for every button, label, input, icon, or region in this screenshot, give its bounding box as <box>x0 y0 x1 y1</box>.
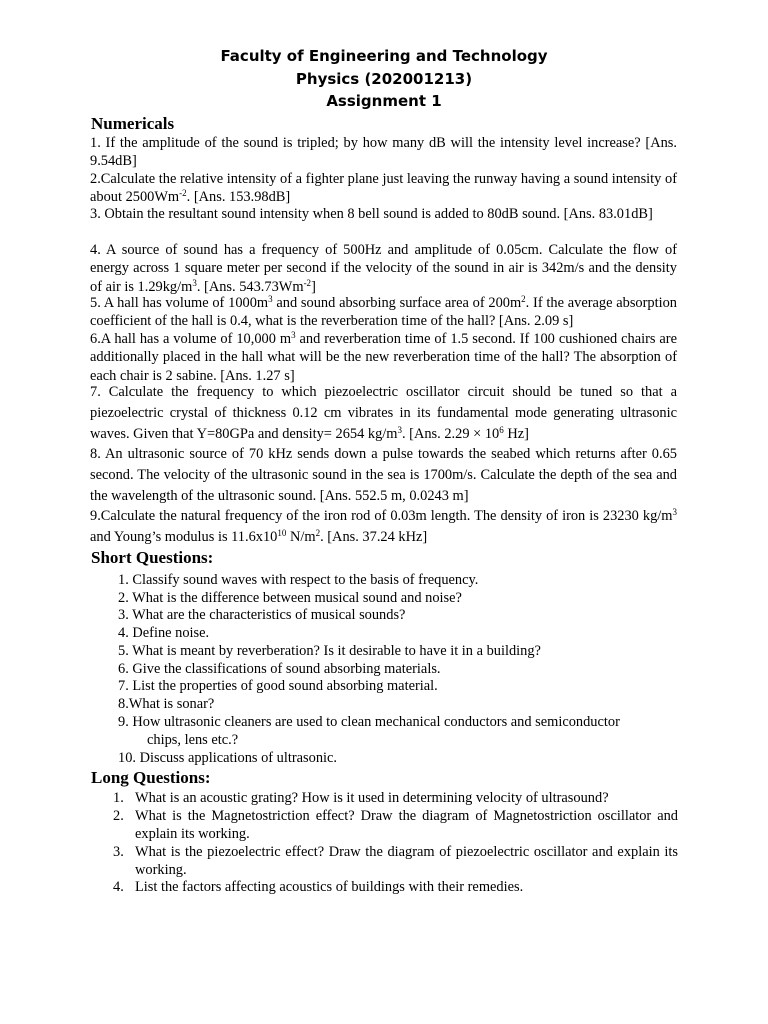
short-question-item: 4. Define noise. <box>118 625 210 641</box>
short-question-item: 2. What is the difference between musical sound and noise? <box>118 590 462 606</box>
short-question-item: 5. What is meant by reverberation? Is it desirable to have it in a building? <box>118 643 541 659</box>
short-question-item: 7. List the properties of good sound absorbing material. <box>118 678 438 694</box>
short-question-item: 8.What is sonar? <box>118 696 215 712</box>
short-question-item-continued: chips, lens etc.? <box>147 732 239 748</box>
numerical-q5: 5. A hall has volume of $1000m^3$ and sound absorbing surface area of $200m^2$. If the average absorption coefficient of the hall is 0.4, what is the reverberation time of the hall? [Ans. 2.09 s] <box>90 294 677 330</box>
long-questions-heading: Long Questions: <box>91 768 211 787</box>
numerical-q3: 3. Obtain the resultant sound intensity when 8 bell sound is added to 80dB sound. [Ans. 83.01dB] <box>90 206 653 222</box>
long-question-item: 4. List the factors affecting acoustics of buildings with their remedies. <box>113 879 524 895</box>
short-question-item: 9. How ultrasonic cleaners are used to clean mechanical conductors and semiconductor <box>118 714 620 730</box>
short-question-item: 3. What are the characteristics of musical sounds? <box>118 607 406 623</box>
short-question-item: 6. Give the classifications of sound absorbing materials. <box>118 661 441 677</box>
numerical-q9: 9.Calculate the natural frequency of the iron rod of 0.03m length. The density of iron is 23230 $kg/m^3$ and Young’s modulus is $11.6x10^{10}$ $N/m^2$. [Ans. 37.24 kHz] <box>90 507 677 545</box>
short-question-item: 10. Discuss applications of ultrasonic. <box>118 750 338 766</box>
numerical-q4: 4. A source of sound has a frequency of 500Hz and amplitude of 0.05cm. Calculate the flow of energy across 1 square meter per second if the velocity of the sound in air is 342m/s and the density of air is $1.29kg/m^3$. [Ans. $543.73Wm^{-2}$] <box>90 242 677 295</box>
numericals-heading: Numericals <box>91 114 175 133</box>
long-question-item: 3. What is the piezoelectric effect? Draw the diagram of piezoelectric oscillator and explain its working. <box>113 844 678 879</box>
short-questions-heading: Short Questions: <box>91 548 214 567</box>
numerical-q2: 2.Calculate the relative intensity of a fighter plane just leaving the runway having a sound intensity of about $2500Wm^{-2}$. [Ans. 153.98dB] <box>90 171 677 206</box>
long-question-item: 2. What is the Magnetostriction effect? Draw the diagram of Magnetostriction oscillator and explain its working. <box>113 808 678 843</box>
numerical-q1: 1. If the amplitude of the sound is tripled; by how many dB will the intensity level increase? [Ans. 9.54dB] <box>90 135 677 170</box>
numerical-q7: 7. Calculate the frequency to which piezoelectric oscillator circuit should be tuned so that a piezoelectric crystal of thickness 0.12 cm vibrates in its fundamental mode generating ultrasonic waves. Given that Y=80GPa and density= 2654 $kg/m^3$. [Ans. $2.29 \times 10^6$ Hz] <box>90 384 677 442</box>
numerical-q6: 6.A hall has a volume of 10,000 $m^3$ and reverberation time of 1.5 second. If 100 cushioned chairs are additionally placed in the hall what will be the new reverberation time of the hall? The absorption of each chair is 2 sabine. [Ans. 1.27 s] <box>90 330 677 384</box>
short-question-item: 1. Classify sound waves with respect to the basis of frequency. <box>118 572 479 588</box>
course-title: Physics (202001213) <box>295 70 473 88</box>
long-question-item: 1. What is an acoustic grating? How is it used in determining velocity of ultrasound? <box>113 790 609 806</box>
numerical-q8: 8. An ultrasonic source of 70 kHz sends down a pulse towards the seabed which returns after 0.65 second. The velocity of the ultrasonic sound in the sea is 1700m/s. Calculate the depth of the sea and the wavelength of the ultrasonic sound. [Ans. 552.5 m, 0.0243 m] <box>90 446 677 504</box>
assignment-title: Assignment 1 <box>326 92 442 110</box>
faculty-title: Faculty of Engineering and Technology <box>220 47 548 65</box>
